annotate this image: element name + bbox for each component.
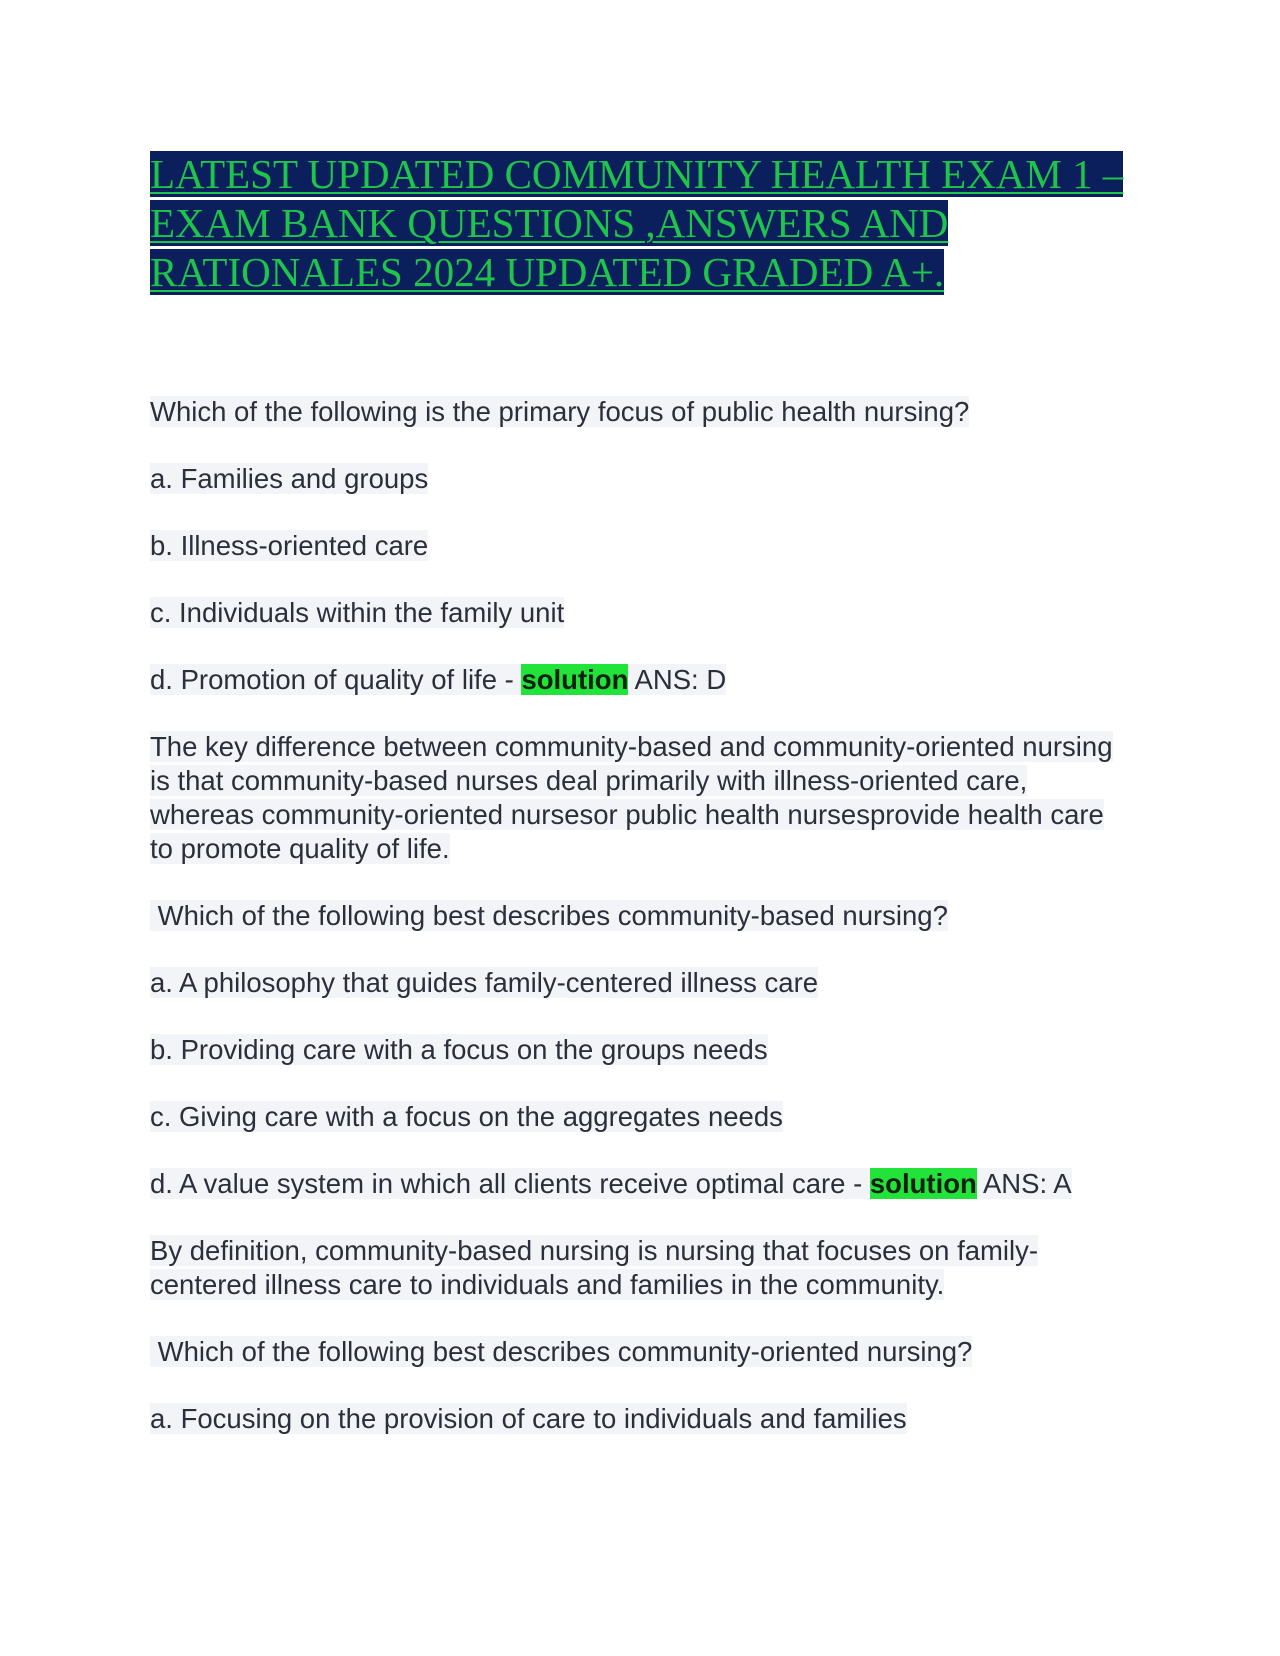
- q2-option-c: [150, 1100, 1130, 1134]
- q2-rationale-text: By definition, community-based nursing is nursing that focuses on family-centered illness care to individuals and families in the community.: [150, 1235, 1039, 1300]
- q2-option-d: [150, 1167, 1130, 1201]
- q1-option-c: [150, 596, 1130, 630]
- q2-option-a: [150, 966, 1130, 1000]
- q2-option-c-text: c. Giving care with a focus on the aggregates needs: [150, 1101, 783, 1132]
- q2-option-b: [150, 1033, 1130, 1067]
- q1-option-c-text: c. Individuals within the family unit: [150, 597, 565, 628]
- q3-option-a-text: a. Focusing on the provision of care to individuals and families: [150, 1403, 907, 1434]
- q1-option-a-text: a. Families and groups: [150, 463, 429, 494]
- q2-option-b-text: b. Providing care with a focus on the groups needs: [150, 1034, 768, 1065]
- q3-option-a: [150, 1402, 1130, 1436]
- question-2-text: Which of the following best describes community-based nursing?: [150, 900, 948, 931]
- q2-solution-badge: solution: [869, 1168, 977, 1199]
- question-list: [150, 395, 1130, 1436]
- q1-rationale: [150, 730, 1130, 866]
- q2-option-a-text: a. A philosophy that guides family-centered illness care: [150, 967, 819, 998]
- q2-rationale: [150, 1234, 1130, 1302]
- q2-answer: ANS: A: [976, 1168, 1072, 1199]
- q1-solution-badge: solution: [521, 664, 629, 695]
- q1-option-b: [150, 529, 1130, 563]
- q1-option-d: [150, 663, 1130, 697]
- question-1-text: Which of the following is the primary focus of public health nursing?: [150, 396, 970, 427]
- q1-option-d-text: d. Promotion of quality of life -: [150, 664, 522, 695]
- q2-option-d-text: d. A value system in which all clients receive optimal care -: [150, 1168, 870, 1199]
- q1-answer: ANS: D: [628, 664, 727, 695]
- title-text: LATEST UPDATED COMMUNITY HEALTH EXAM 1 – EXAM BANK QUESTIONS ,ANSWERS AND RATIONALES 2024 UPDATED GRADED A+.: [150, 151, 1124, 295]
- q1-option-a: [150, 462, 1130, 496]
- question-2: [150, 899, 1130, 933]
- question-3: [150, 1335, 1130, 1369]
- q1-rationale-text: The key difference between community-based and community-oriented nursing is that community-based nurses deal primarily with illness-oriented care, whereas community-oriented nursesor public health nursesprovide health care to promote quality of life.: [150, 731, 1113, 864]
- question-3-text: Which of the following best describes community-oriented nursing?: [150, 1336, 973, 1367]
- question-1: [150, 395, 1130, 429]
- document-page: [150, 150, 1130, 1469]
- document-title: [150, 150, 1130, 297]
- q1-option-b-text: b. Illness-oriented care: [150, 530, 429, 561]
